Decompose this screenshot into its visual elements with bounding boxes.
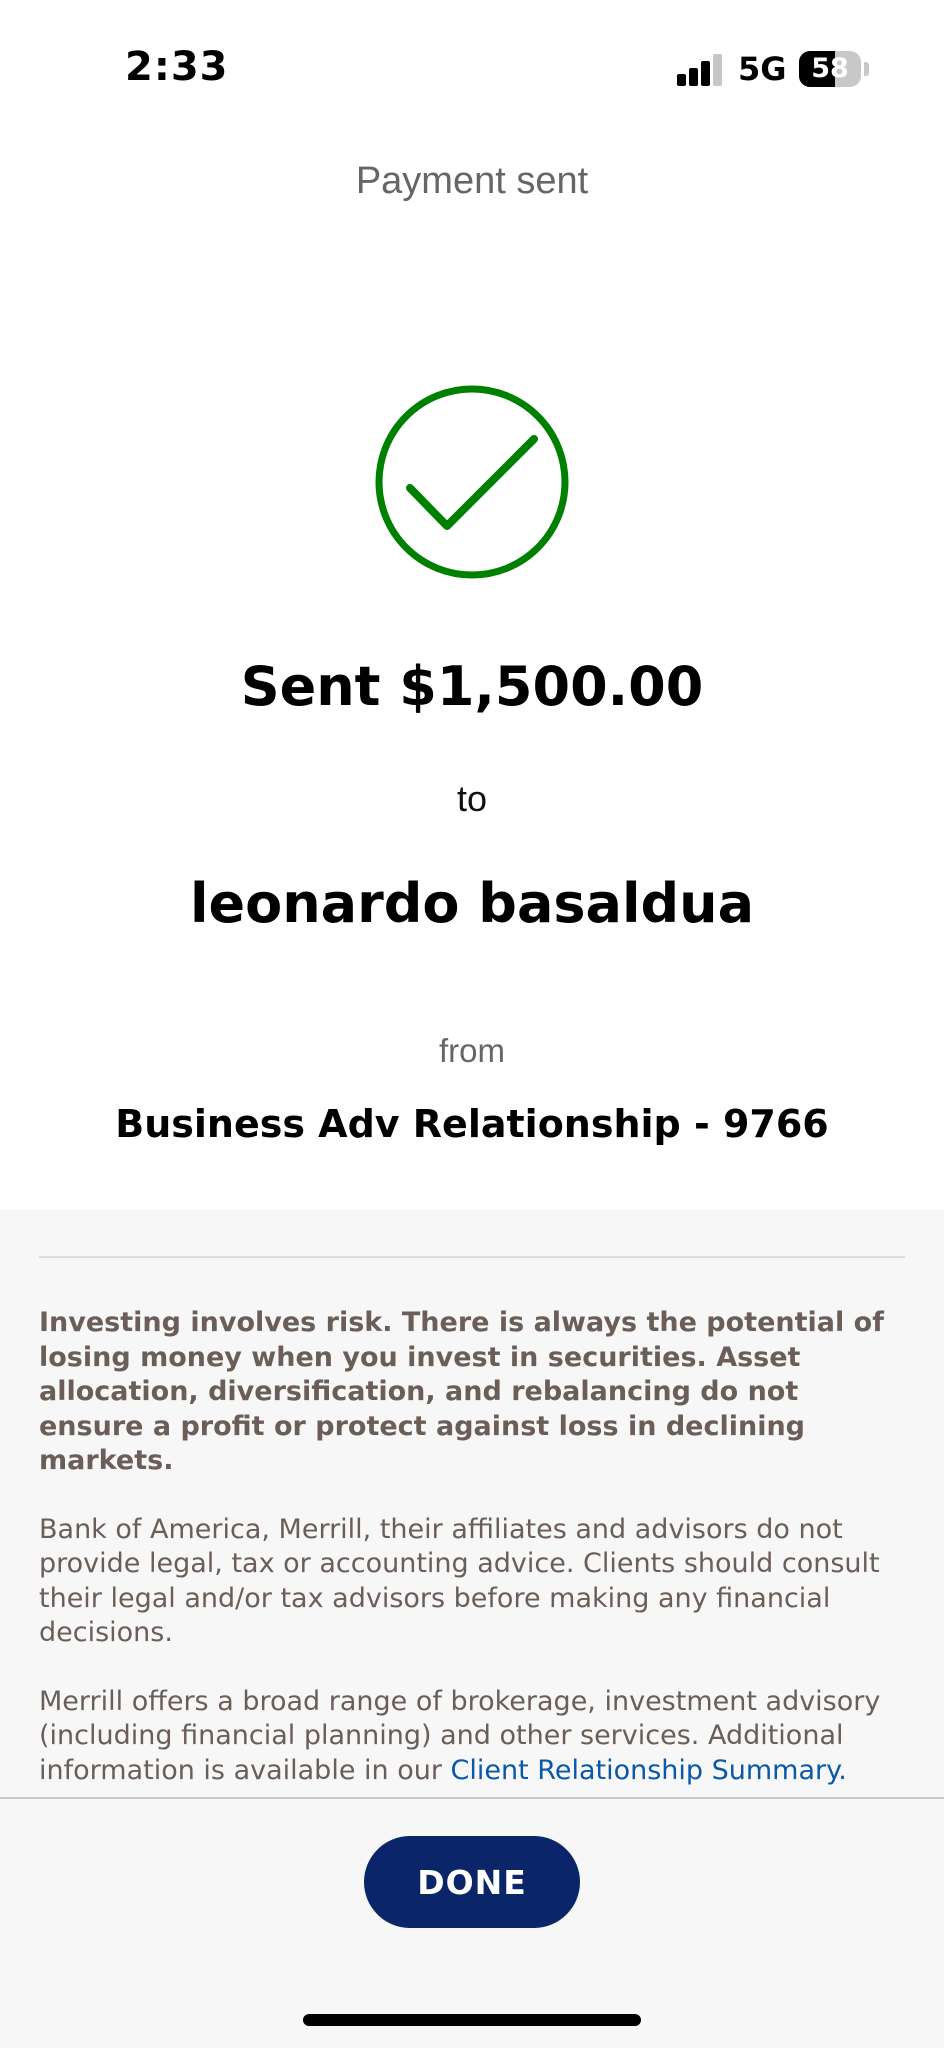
client-relationship-summary-link[interactable]: Client Relationship Summary	[450, 1754, 839, 1786]
disclosures	[39, 1306, 905, 1822]
checkmark-circle-icon	[374, 384, 570, 580]
advice-statement: Bank of America, Merrill, their affiliates and advisors do not provide legal, tax or accounting advice. Clients should consult their legal and/or tax advisors before making any financial decisions.	[39, 1513, 880, 1648]
battery-tip	[864, 62, 869, 76]
network-type: 5G	[738, 50, 787, 88]
client-relationship-summary-link-period[interactable]: .	[838, 1754, 847, 1786]
battery-level: 58	[811, 53, 849, 84]
cellular-signal-icon	[677, 54, 723, 86]
risk-statement: Investing involves risk. There is always the potential of losing money when you invest in securities. Asset allocation, diversification, and rebalancing do not ensure a profit or protect against loss in declining markets.	[39, 1307, 884, 1476]
sent-amount: Sent $1,500.00	[240, 655, 704, 718]
to-label: to	[456, 778, 488, 819]
footer-divider	[0, 1797, 944, 1799]
divider	[39, 1256, 905, 1258]
page-title: Payment sent	[355, 160, 589, 202]
from-label: from	[439, 1032, 505, 1069]
services-statement-text: Merrill offers a broad range of brokerage, investment advisory (including financial planning) and other services. Additional information is available in our	[39, 1685, 881, 1786]
battery-icon	[799, 51, 861, 87]
services-statement	[39, 1685, 905, 1789]
status-time: 2:33	[125, 44, 229, 90]
from-account: Business Adv Relationship - 9766	[115, 1102, 829, 1146]
done-button[interactable]: DONE	[364, 1836, 580, 1928]
status-bar	[0, 0, 944, 140]
recipient-name: leonardo basaldua	[189, 872, 755, 935]
home-indicator	[303, 2014, 641, 2026]
